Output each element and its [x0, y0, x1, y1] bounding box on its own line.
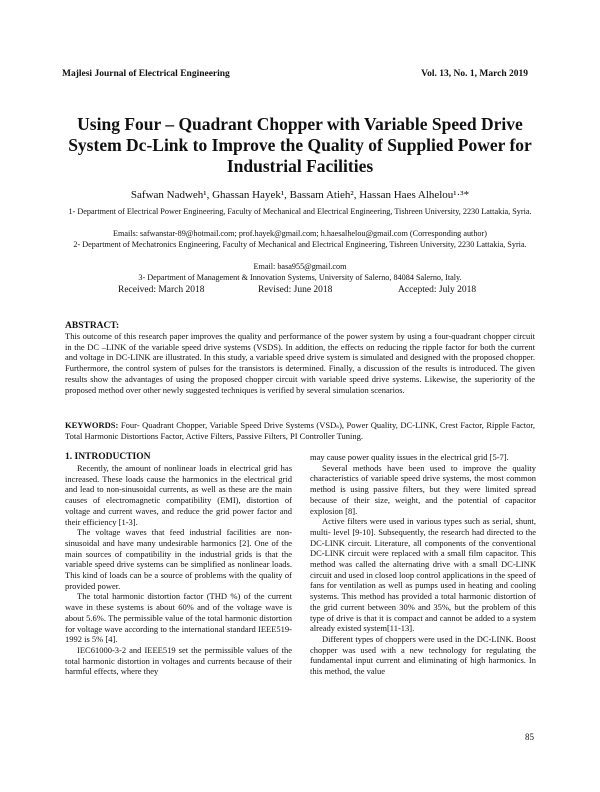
intro-right-column: [310, 452, 536, 677]
received-date: Received: March 2018: [118, 285, 205, 295]
intro-paragraph: IEC61000-3-2 and IEEE519 set the permissible values of the total harmonic distortion in voltages and currents because of their harmful effects, where they: [65, 644, 292, 677]
intro-paragraph: Several methods have been used to improve the quality characteristics of variable speed drive systems, the most common method is using passive filters, but they were limited spread because of their size, weight, and the potential of capacitor explosion [8].: [310, 462, 536, 516]
page-number: 85: [525, 732, 534, 742]
intro-paragraph: The voltage waves that feed industrial facilities are non-sinusoidal and have many undesirable harmonics [2]. One of the main sources of compatibility in the industrial grids is that the variable speed drive systems can be simplified as nonlinear loads. This kind of loads can be a source of problems with the quality of provided power.: [65, 527, 292, 591]
affiliation-3: 3- Department of Management & Innovation Systems, University of Salerno, 84084 Salerno, Italy.: [138, 273, 462, 282]
keywords: [65, 420, 535, 441]
abstract-heading: ABSTRACT:: [65, 321, 120, 331]
intro-paragraph: Recently, the amount of nonlinear loads in electrical grid has increased. These loads cause the harmonics in the electrical grid and lead to non-sinusoidal currents, as well as these are the main causes of electromagnetic compatibility (EMI), distortion of voltage and current waves, and reduce the grid power factor and their efficiency [1-3].: [65, 463, 292, 527]
introduction-heading: 1. INTRODUCTION: [65, 452, 151, 462]
abstract-text: This outcome of this research paper improves the quality and performance of the power system by using a four-quadrant chopper circuit in the DC –LINK of the variable speed drive systems (VSDS). In addition, the effects on reducing the ripple factor for both the current and voltage in DC-LINK are illustrated. In this study, a variable speed drive system is simulated and designed with the proposed chopper. Furthermore, the control system of pulses for the transistors is determined. Finally, a discussion of the results is introduced. The given results show the advantages of using the proposed chopper circuit with variable speed drive systems. Likewise, the superiority of the proposed method over other newly suggested techniques is verified by several simulation scenarios.: [65, 331, 535, 395]
keywords-text: Four- Quadrant Chopper, Variable Speed Drive Systems (VSDₛ), Power Quality, DC-LINK, Crest Factor, Ripple Factor, Total Harmonic Distortions Factor, Active Filters, Passive Filters, PI Controller Tuning.: [65, 420, 535, 441]
intro-paragraph: Active filters were used in various types such as serial, shunt, multi- level [9-10]. Subsequently, the research had directed to the DC-LINK circuit. Literature, all components of the conventional DC-LINK circuit were replaced with a small film capacitor. This method was called the alternating drive with a small DC-LINK circuit and used in closed loop control applications in the speed of fans for ventilation as well as pumps used in heating and cooling systems. This method has provided a total harmonic distortion of the grid current between 30% and 35%, but the problem of this type of drive is that it is compact and cannot be added to a system already existed system[11-13].: [310, 516, 536, 634]
intro-left-column: [65, 463, 292, 677]
journal-name: Majlesi Journal of Electrical Engineering: [62, 69, 230, 79]
paper-title: Using Four – Quadrant Chopper with Variable Speed Drive System Dc-Link to Improve the Quality of Supplied Power for Industrial Facilities: [68, 114, 532, 176]
volume-info: Vol. 13, No. 1, March 2019: [421, 69, 528, 79]
revised-date: Revised: June 2018: [258, 285, 333, 295]
authors: Safwan Nadweh¹, Ghassan Hayek¹, Bassam Atieh², Hassan Haes Alhelou¹·³*: [130, 189, 470, 201]
intro-paragraph: Different types of choppers were used in the DC-LINK. Boost chopper was used with a new technology for regulating the fundamental input current and eliminating of high harmonics. In this method, the value: [310, 633, 536, 677]
affiliation-2: 2- Department of Mechatronics Engineering, Faculty of Mechanical and Electrical Engineering, Tishreen University, 2230 Lattakia, Syria.: [73, 240, 527, 249]
intro-paragraph: The total harmonic distortion factor (THD %) of the current wave in these systems is about 60% and of the voltage wave is about 5.6%. The permissible value of the total harmonic distortion for voltage wave according to the international standard IEEE519-1992 is 5% [4].: [65, 591, 292, 645]
affiliation-1-emails: Emails: safwanstar-89@hotmail.com; prof.hayek@gmail.com; h.haesalhelou@gmail.com (Corresponding author): [113, 229, 487, 238]
affiliation-2-email: Email: basa955@gmail.com: [253, 262, 347, 271]
keywords-heading: KEYWORDS:: [65, 420, 119, 430]
affiliation-1: 1- Department of Electrical Power Engineering, Faculty of Mechanical and Electrical Engineering, Tishreen University, 2230 Lattakia, Syria.: [68, 207, 532, 216]
accepted-date: Accepted: July 2018: [398, 285, 477, 295]
intro-paragraph-continued: may cause power quality issues in the electrical grid [5-7].: [310, 452, 509, 462]
